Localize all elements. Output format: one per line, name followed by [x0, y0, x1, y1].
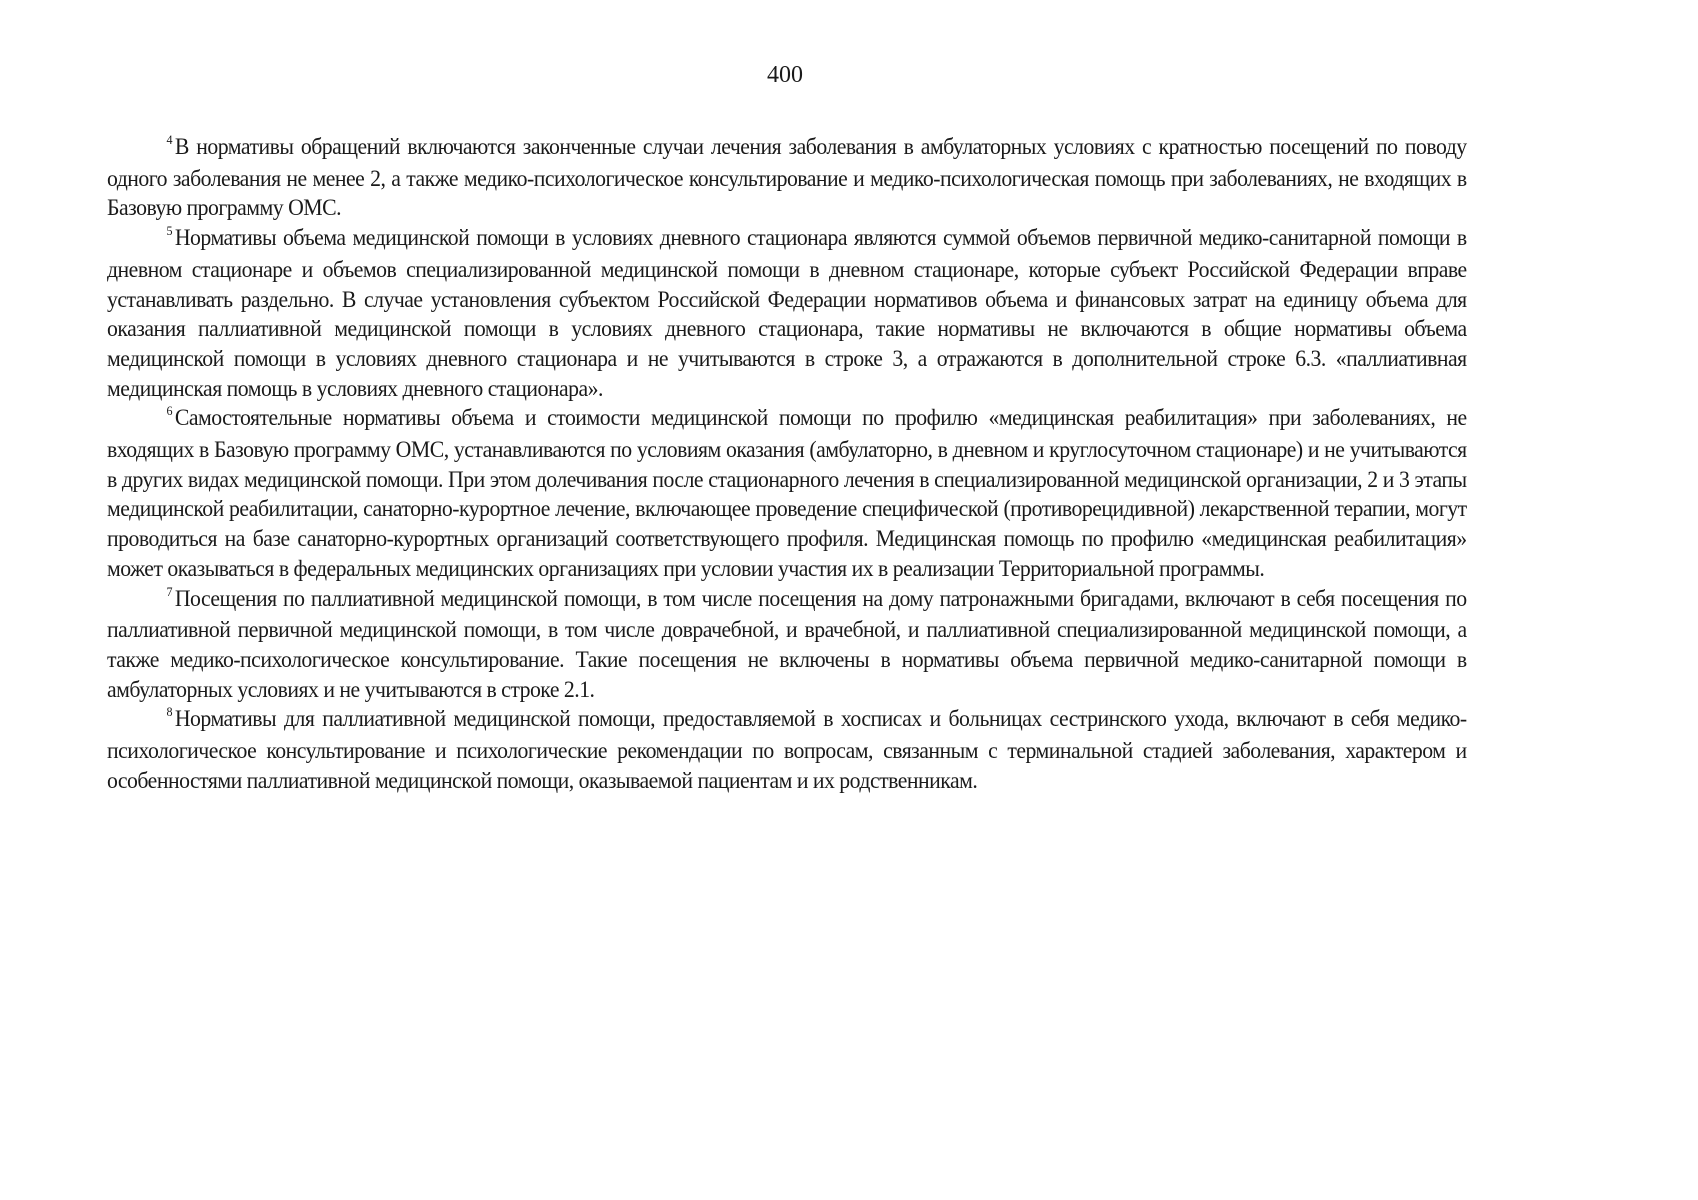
footnote-text: Нормативы для паллиативной медицинской помощи, предоставляемой в хосписах и больницах сестринского ухода, включают в себя медико-психологическое консультирование и психологические рекомендации по вопросам, связанным с терминальной стадией заболевания, характером и особенностями паллиативной медицинской помощи, оказываемой пациентам и их родственникам.	[107, 706, 1467, 794]
footnote-text: В нормативы обращений включаются законченные случаи лечения заболевания в амбулаторных условиях с кратностью посещений по поводу одного заболевания не менее 2, а также медико-психологическое консультирование и медико-психологическая помощь при заболеваниях, не входящих в Базовую программу ОМС.	[107, 134, 1467, 222]
footnote-marker: 4	[166, 132, 173, 147]
footnote-5	[107, 224, 1467, 404]
footnote-marker: 7	[166, 583, 173, 599]
footnote-6	[107, 404, 1467, 584]
footnote-marker: 5	[166, 223, 173, 239]
footnote-text: Посещения по паллиативной медицинской помощи, в том числе посещения на дому патронажными бригадами, включают в себя посещения по паллиативной первичной медицинской помощи, в том числе доврачебной, и врачебной, и паллиативной специализированной медицинской помощи, а также медико-психологическое консультирование. Такие посещения не включены в нормативы объема первичной медико-санитарной помощи в амбулаторных условиях и не учитываются в строке 2.1.	[107, 585, 1467, 703]
footnote-text: Нормативы объема медицинской помощи в условиях дневного стационара являются суммой объемов первичной медико-санитарной помощи в дневном стационаре и объемов специализированной медицинской помощи в дневном стационаре, которые субъект Российской Федерации вправе устанавливать раздельно. В случае установления субъектом Российской Федерации нормативов объема и финансовых затрат на единицу объема для оказания паллиативной медицинской помощи в условиях дневного стационара, такие нормативы не включаются в общие нормативы объема медицинской помощи в условиях дневного стационара и не учитываются в строке 3, а отражаются в дополнительной строке 6.3. «паллиативная медицинская помощь в условиях дневного стационара».	[107, 225, 1467, 402]
footnote-marker: 6	[166, 403, 173, 419]
footnote-marker: 8	[166, 704, 173, 720]
footnote-7	[107, 585, 1467, 706]
footnote-text: Самостоятельные нормативы объема и стоимости медицинской помощи по профилю «медицинская реабилитация» при заболеваниях, не входящих в Базовую программу ОМС, устанавливаются по условиям оказания (амбулаторно, в дневном и круглосуточном стационаре) и не учитываются в других видах медицинской помощи. При этом долечивания после стационарного лечения в специализированной медицинской организации, 2 и 3 этапы медицинской реабилитации, санаторно-курортное лечение, включающее проведение специфической (противорецидивной) лекарственной терапии, могут проводиться на базе санаторно-курортных организаций соответствующего профиля. Медицинская помощь по профилю «медицинская реабилитация» может оказываться в федеральных медицинских организациях при условии участия их в реализации Территориальной программы.	[107, 405, 1467, 582]
footnote-8	[107, 705, 1467, 796]
footnote-4	[107, 133, 1467, 224]
footnotes-section	[107, 133, 1467, 796]
page-number: 400	[767, 62, 803, 88]
